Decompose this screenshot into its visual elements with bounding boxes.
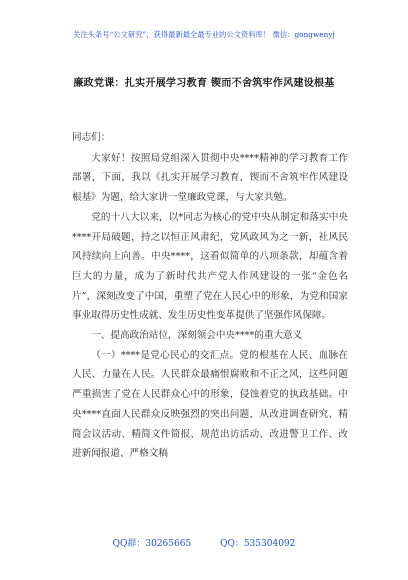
paragraph-background: 党的十八大以来，以*同志为核心的党中央从制定和落实中央****开局破题，持之以恒正风肃纪，党风政风为之一新，社风民风持续向上向善。中央****，这看似简单的八项条款，却蕴含着巨大的力量，成为了新时代共产党人作风建设的一张“金色名片”，深刻改变了中国，重塑了党在人民心中的形象，为党和国家事业取得历史性成就、发生历史性变革提供了坚强作风保障。 [72, 211, 348, 322]
footer-contact [0, 536, 408, 549]
paragraph-subsection-1: （一）****是党心民心的交汇点。党的根基在人民、血脉在人民、力量在人民。人民群众最痛恨腐败和不正之风，这些问题严重损害了党在人民群众心中的形象，侵蚀着党的执政基础。中央****直面人民群众反映强烈的突出问题，从改进调查研究、精简会议活动、精简文件简报、规范出访活动、改进警卫工作、改进新闻报道、严格文稿 [72, 349, 348, 460]
greeting: 同志们： [72, 132, 111, 143]
footer-qq-group: QQ群：30265665 [112, 539, 192, 549]
document-title: 廉政党课：扎实开展学习教育 锲而不舍筑牢作风建设根基 [73, 78, 335, 89]
footer-qq-number: QQ：535304092 [220, 539, 296, 549]
section-heading-1: 一、提高政治站位，深刻领会中央****的重大意义 [91, 330, 303, 342]
document-body [72, 128, 348, 464]
header-note: 关注头条号“公文研究”，获得最新最全最专业的公文资料库！ 微信：gongwenyj [73, 30, 335, 39]
paragraph-opening: 大家好！按照局党组深入贯彻中央****精神的学习教育工作部署，下面，我以《扎实开展学习教育，锲而不舍筑牢作风建设根基》为题，给大家讲一堂廉政党课，与大家共勉。 [72, 152, 348, 204]
